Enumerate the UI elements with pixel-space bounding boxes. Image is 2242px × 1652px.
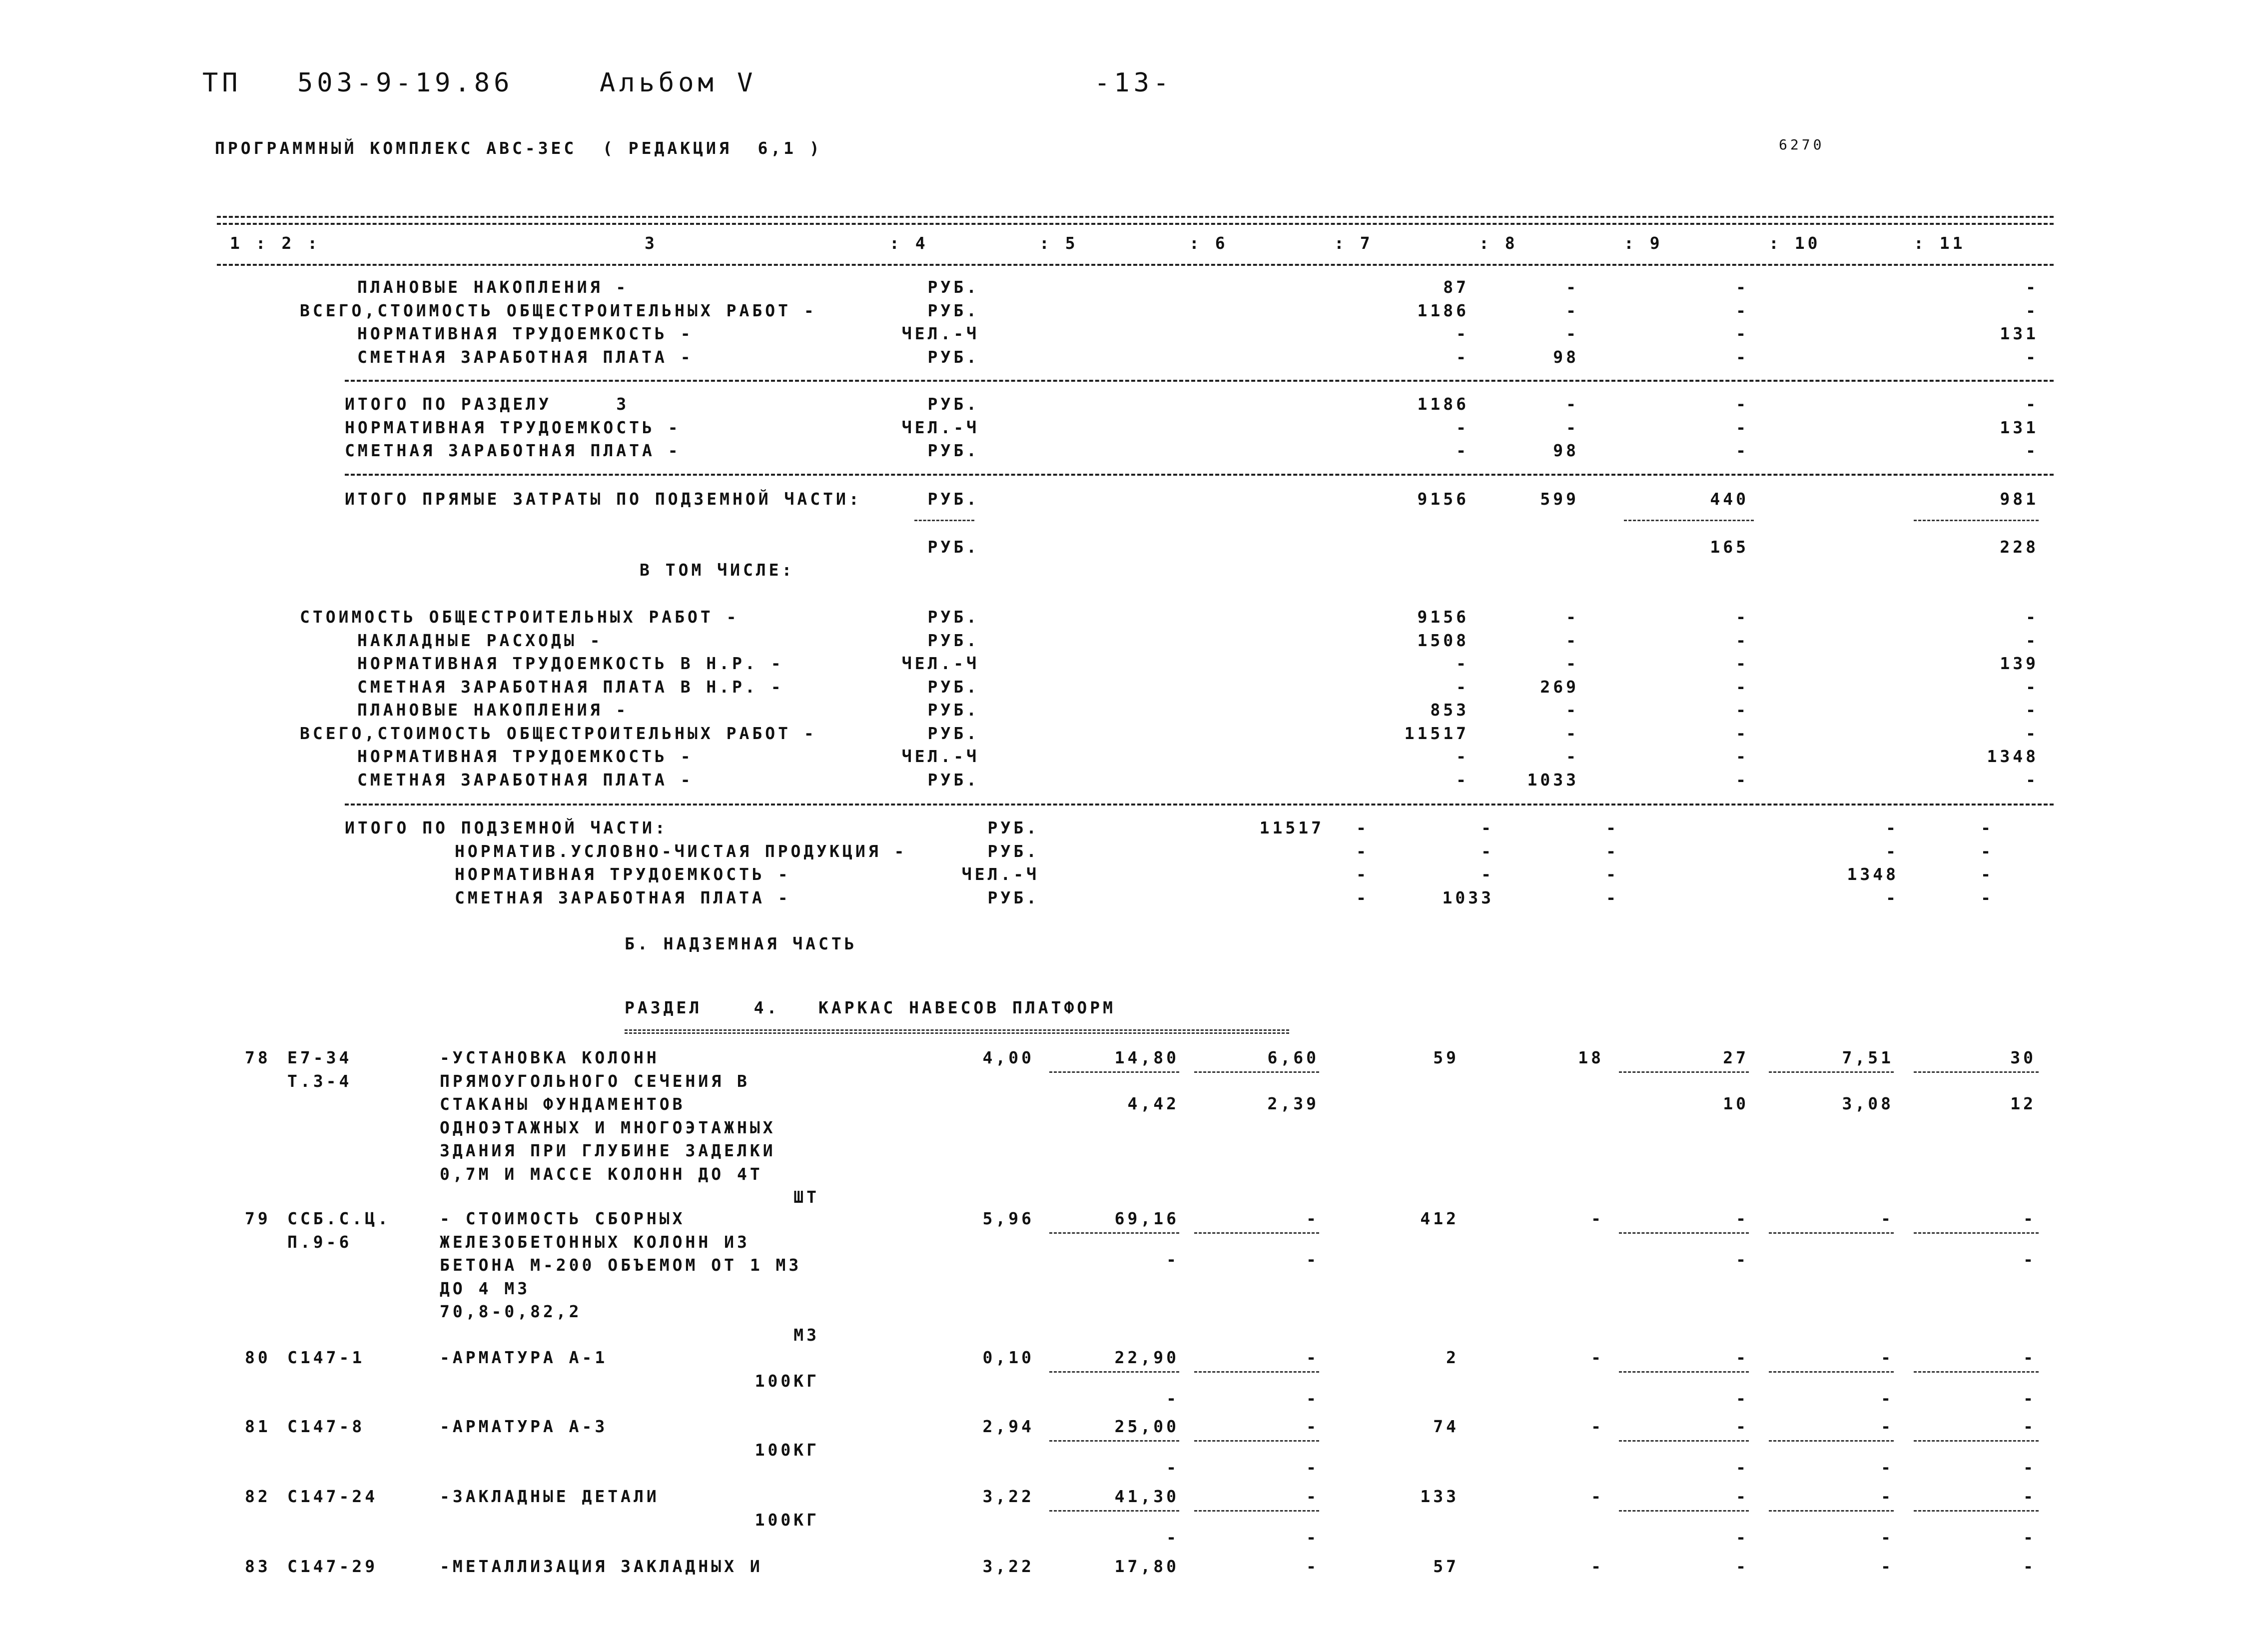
item-dash-c5 [1049, 1371, 1179, 1373]
item-col7: 59 [1433, 1048, 1459, 1067]
summary-col8: - [1566, 417, 1579, 437]
item-dash-c6 [1194, 1071, 1319, 1073]
item-col11: 30 [2010, 1048, 2036, 1067]
summary-col9: - [1736, 441, 1749, 460]
item-number: 81 [245, 1417, 271, 1436]
total-underground-label: ИТОГО ПО ПОДЗЕМНОЙ ЧАСТИ: [345, 818, 668, 837]
item-col5-b: 4,42 [1127, 1094, 1179, 1113]
summary-col7: - [1456, 347, 1469, 367]
summary-col7: - [1456, 654, 1469, 673]
item-description: СТАКАНЫ ФУНДАМЕНТОВ [440, 1094, 686, 1114]
total-underground-v4: - [1606, 864, 1619, 884]
summary-col7: 853 [1430, 700, 1469, 720]
item-col6: - [1306, 1487, 1319, 1506]
summary-label: НАКЛАДНЫЕ РАСХОДЫ - [357, 630, 603, 650]
item-code: С147-8 [287, 1417, 365, 1436]
item-code: ССБ.С.Ц. [287, 1209, 391, 1228]
item-col6: 6,60 [1267, 1048, 1319, 1067]
direct-costs-col9: 440 [1710, 489, 1749, 509]
razdel-heading: РАЗДЕЛ 4. КАРКАС НАВЕСОВ ПЛАТФОРМ [625, 998, 1116, 1017]
total-underground-v2: - [1356, 841, 1369, 861]
item-number: 79 [245, 1209, 271, 1228]
item-col5: 14,80 [1114, 1048, 1179, 1067]
summary-unit: ЧЕЛ.-Ч [901, 747, 979, 766]
item-col6: - [1306, 1348, 1319, 1367]
summary-label: СМЕТНАЯ ЗАРАБОТНАЯ ПЛАТА - [357, 770, 694, 790]
column-header-5: : 6 [1189, 233, 1228, 253]
item-col6: - [1306, 1417, 1319, 1436]
summary-col11: - [2026, 630, 2039, 650]
summary-col8: 98 [1553, 441, 1579, 460]
item-dash-c10 [1769, 1510, 1894, 1512]
item-unit: 100КГ [754, 1440, 819, 1460]
item-col9: - [1736, 1417, 1749, 1436]
item-col9-b: - [1736, 1389, 1749, 1408]
item-col9: 27 [1723, 1048, 1749, 1067]
column-header-10: : 11 [1914, 233, 1966, 253]
item-col6-b: - [1306, 1528, 1319, 1547]
item-dash-c6 [1194, 1510, 1319, 1512]
summary-col8: - [1566, 723, 1579, 743]
item-code: С147-24 [287, 1487, 378, 1506]
item-col11-b: - [2023, 1458, 2036, 1477]
item-col10-b: - [1881, 1458, 1894, 1477]
column-header-9: : 10 [1769, 233, 1821, 253]
column-header-4: : 5 [1039, 233, 1078, 253]
item-col11: - [2023, 1209, 2036, 1228]
top-rule-1 [217, 216, 2054, 218]
item-col4: 2,94 [982, 1417, 1034, 1436]
item-dash-c6 [1194, 1440, 1319, 1442]
item-col9-b: - [1736, 1458, 1749, 1477]
item-col11: - [2023, 1417, 2036, 1436]
summary-col9: - [1736, 770, 1749, 790]
summary-col7: 1508 [1417, 630, 1469, 650]
summary-col7: - [1456, 441, 1469, 460]
item-dash-c9 [1619, 1440, 1749, 1442]
item-code: Е7-34 [287, 1048, 352, 1067]
direct-costs-label: ИТОГО ПРЯМЫЕ ЗАТРАТЫ ПО ПОДЗЕМНОЙ ЧАСТИ: [345, 489, 862, 509]
item-code: Т.3-4 [287, 1071, 352, 1091]
item-col8: - [1591, 1348, 1604, 1367]
total-underground-unit: ЧЕЛ.-Ч [961, 864, 1039, 884]
item-col7: 133 [1420, 1487, 1459, 1506]
total-underground-v1: 11517 [1259, 818, 1324, 837]
summary-col7: 1186 [1417, 394, 1469, 414]
item-col10-b: 3,08 [1842, 1094, 1894, 1113]
item-col11-b: - [2023, 1389, 2036, 1408]
item-description: 0,7М И МАССЕ КОЛОНН ДО 4Т [440, 1164, 763, 1184]
item-number: 80 [245, 1348, 271, 1367]
summary-col7: - [1456, 417, 1469, 437]
item-description: ОДНОЭТАЖНЫХ И МНОГОЭТАЖНЫХ [440, 1117, 776, 1137]
summary-unit: РУБ. [927, 630, 979, 650]
item-col11-b: 12 [2010, 1094, 2036, 1113]
summary-col9: - [1736, 700, 1749, 720]
total-underground-v5: - [1886, 887, 1899, 907]
summary-col11: - [2026, 770, 2039, 790]
item-col6-b: - [1306, 1250, 1319, 1269]
item-col11: - [2023, 1487, 2036, 1506]
item-description: - СТОИМОСТЬ СБОРНЫХ [440, 1209, 686, 1228]
item-col5-b: - [1166, 1389, 1179, 1408]
summary-col9: - [1736, 607, 1749, 627]
section-rule [345, 804, 2054, 806]
summary-col11: 1348 [1987, 747, 2039, 766]
summary-col9: - [1736, 277, 1749, 297]
summary-col8: - [1566, 394, 1579, 414]
item-dash-c11 [1914, 1232, 2039, 1234]
summary-col7: - [1456, 677, 1469, 697]
item-dash-c9 [1619, 1232, 1749, 1234]
direct-costs-unit-2: РУБ. [927, 537, 979, 557]
item-col9-b: 10 [1723, 1094, 1749, 1113]
item-description: -АРМАТУРА А-3 [440, 1417, 608, 1436]
summary-col8: - [1566, 654, 1579, 673]
razdel-underline [625, 1029, 1289, 1031]
item-number: 78 [245, 1048, 271, 1067]
top-rule-2 [217, 223, 2054, 225]
summary-col11: 139 [2000, 654, 2039, 673]
item-col8: 18 [1578, 1048, 1604, 1067]
item-col10: 7,51 [1842, 1048, 1894, 1067]
item-col10: - [1881, 1557, 1894, 1576]
summary-col11: - [2026, 441, 2039, 460]
total-underground-unit: РУБ. [987, 887, 1039, 907]
col11-dash [1914, 520, 2039, 521]
direct-costs-col8: 599 [1540, 489, 1579, 509]
column-header-7: : 8 [1479, 233, 1518, 253]
summary-col9: - [1736, 417, 1749, 437]
item-col6: - [1306, 1557, 1319, 1576]
summary-unit: РУБ. [927, 441, 979, 460]
item-col5-b: - [1166, 1250, 1179, 1269]
summary-col7: - [1456, 770, 1469, 790]
column-header-2: 3 [645, 233, 658, 253]
item-col5-b: - [1166, 1458, 1179, 1477]
item-dash-c9 [1619, 1510, 1749, 1512]
item-code: С147-29 [287, 1557, 378, 1576]
item-col10: - [1881, 1487, 1894, 1506]
summary-unit: РУБ. [927, 770, 979, 790]
total-underground-v4: - [1606, 887, 1619, 907]
total-underground-v6: - [1981, 864, 1994, 884]
razdel-underline-2 [625, 1032, 1289, 1034]
total-underground-v2: - [1356, 887, 1369, 907]
item-dash-c5 [1049, 1232, 1179, 1234]
item-code: П.9-6 [287, 1232, 352, 1252]
item-col11: - [2023, 1557, 2036, 1576]
item-description: -УСТАНОВКА КОЛОНН [440, 1048, 660, 1067]
summary-col11: - [2026, 300, 2039, 320]
doc-id: 6270 [1779, 136, 1825, 153]
item-unit: ШТ [793, 1187, 819, 1207]
summary-col8: - [1566, 277, 1579, 297]
summary-col9: - [1736, 347, 1749, 367]
item-number: 82 [245, 1487, 271, 1506]
column-header-6: : 7 [1334, 233, 1373, 253]
item-dash-c6 [1194, 1232, 1319, 1234]
item-col11-b: - [2023, 1250, 2036, 1269]
summary-label: ВСЕГО,СТОИМОСТЬ ОБЩЕСТРОИТЕЛЬНЫХ РАБОТ - [300, 300, 817, 320]
item-description: БЕТОНА М-200 ОБЪЕМОМ ОТ 1 М3 [440, 1255, 802, 1275]
section-rule [345, 380, 2054, 382]
item-col5: 25,00 [1114, 1417, 1179, 1436]
summary-label: НОРМАТИВНАЯ ТРУДОЕМКОСТЬ - [357, 324, 694, 343]
item-col6: - [1306, 1209, 1319, 1228]
item-col6-b: - [1306, 1389, 1319, 1408]
summary-col9: - [1736, 394, 1749, 414]
item-col10: - [1881, 1209, 1894, 1228]
summary-label: ИТОГО ПО РАЗДЕЛУ 3 [345, 394, 630, 414]
header-rule [217, 264, 2054, 266]
item-col8: - [1591, 1209, 1604, 1228]
total-underground-v3: - [1481, 841, 1494, 861]
summary-col8: - [1566, 324, 1579, 343]
summary-col9: - [1736, 630, 1749, 650]
summary-col9: - [1736, 654, 1749, 673]
item-number: 83 [245, 1557, 271, 1576]
summary-col11: - [2026, 607, 2039, 627]
item-col10: - [1881, 1417, 1894, 1436]
unit-dash [914, 520, 974, 521]
item-col5-b: - [1166, 1528, 1179, 1547]
item-col9-b: - [1736, 1250, 1749, 1269]
total-underground-label: СМЕТНАЯ ЗАРАБОТНАЯ ПЛАТА - [455, 887, 791, 907]
item-description: ЖЕЛЕЗОБЕТОННЫХ КОЛОНН ИЗ [440, 1232, 750, 1252]
summary-col11: - [2026, 700, 2039, 720]
item-col9-b: - [1736, 1528, 1749, 1547]
item-description: ДО 4 М3 [440, 1278, 531, 1298]
item-unit: М3 [793, 1325, 819, 1345]
including-label: В ТОМ ЧИСЛЕ: [640, 560, 795, 580]
total-underground-v6: - [1981, 887, 1994, 907]
item-unit: 100КГ [754, 1510, 819, 1530]
item-col8: - [1591, 1417, 1604, 1436]
item-col8: - [1591, 1557, 1604, 1576]
summary-col8: 1033 [1527, 770, 1579, 790]
summary-col8: - [1566, 747, 1579, 766]
item-dash-c11 [1914, 1510, 2039, 1512]
summary-col8: 269 [1540, 677, 1579, 697]
summary-col11: - [2026, 347, 2039, 367]
summary-col9: - [1736, 723, 1749, 743]
item-description: 70,8-0,82,2 [440, 1302, 582, 1321]
item-col6-b: - [1306, 1458, 1319, 1477]
item-code: С147-1 [287, 1348, 365, 1367]
item-description: ПРЯМОУГОЛЬНОГО СЕЧЕНИЯ В [440, 1071, 750, 1091]
direct-costs-col11: 981 [2000, 489, 2039, 509]
item-col7: 74 [1433, 1417, 1459, 1436]
total-underground-label: НОРМАТИВ.УСЛОВНО-ЧИСТАЯ ПРОДУКЦИЯ - [455, 841, 907, 861]
album-label: Альбом V [600, 68, 757, 98]
section-heading: Б. НАДЗЕМНАЯ ЧАСТЬ [625, 934, 857, 953]
total-underground-unit: РУБ. [987, 818, 1039, 837]
total-underground-v2: - [1356, 818, 1369, 837]
summary-col7: 87 [1443, 277, 1469, 297]
page-number: -13- [1094, 68, 1173, 98]
summary-label: СМЕТНАЯ ЗАРАБОТНАЯ ПЛАТА В Н.Р. - [357, 677, 784, 697]
summary-col9: - [1736, 677, 1749, 697]
summary-col8: - [1566, 607, 1579, 627]
item-dash-c5 [1049, 1510, 1179, 1512]
summary-label: СМЕТНАЯ ЗАРАБОТНАЯ ПЛАТА - [357, 347, 694, 367]
item-col9: - [1736, 1348, 1749, 1367]
summary-unit: РУБ. [927, 723, 979, 743]
column-header-3: : 4 [889, 233, 928, 253]
summary-col11: - [2026, 677, 2039, 697]
item-col5: 69,16 [1114, 1209, 1179, 1228]
summary-unit: ЧЕЛ.-Ч [901, 417, 979, 437]
summary-label: ПЛАНОВЫЕ НАКОПЛЕНИЯ - [357, 277, 629, 297]
item-dash-c11 [1914, 1440, 2039, 1442]
item-dash-c11 [1914, 1371, 2039, 1373]
item-col9: - [1736, 1209, 1749, 1228]
item-unit: 100КГ [754, 1371, 819, 1391]
direct-costs-col7: 9156 [1417, 489, 1469, 509]
summary-col11: 131 [2000, 324, 2039, 343]
doc-number: 503-9-19.86 [297, 68, 514, 98]
total-underground-v3: 1033 [1442, 887, 1494, 907]
summary-unit: РУБ. [927, 300, 979, 320]
direct-costs-col9-b: 165 [1710, 537, 1749, 557]
total-underground-unit: РУБ. [987, 841, 1039, 861]
item-col11: - [2023, 1348, 2036, 1367]
summary-col11: - [2026, 723, 2039, 743]
doc-code: ТП [202, 68, 242, 98]
item-description: -АРМАТУРА А-1 [440, 1348, 608, 1367]
summary-unit: ЧЕЛ.-Ч [901, 324, 979, 343]
item-col5: 17,80 [1114, 1557, 1179, 1576]
direct-costs-col11-b: 228 [2000, 537, 2039, 557]
item-col4: 4,00 [982, 1048, 1034, 1067]
item-description: ЗДАНИЯ ПРИ ГЛУБИНЕ ЗАДЕЛКИ [440, 1141, 776, 1160]
program-title: ПРОГРАММНЫЙ КОМПЛЕКС АВС-3ЕС ( РЕДАКЦИЯ 6,1 ) [215, 138, 822, 158]
summary-col8: - [1566, 300, 1579, 320]
summary-col9: - [1736, 300, 1749, 320]
item-col7: 2 [1446, 1348, 1459, 1367]
summary-unit: РУБ. [927, 394, 979, 414]
summary-label: НОРМАТИВНАЯ ТРУДОЕМКОСТЬ - [345, 417, 681, 437]
item-dash-c5 [1049, 1440, 1179, 1442]
summary-label: НОРМАТИВНАЯ ТРУДОЕМКОСТЬ В Н.Р. - [357, 654, 784, 673]
item-col5: 41,30 [1114, 1487, 1179, 1506]
summary-col7: 9156 [1417, 607, 1469, 627]
summary-col11: - [2026, 277, 2039, 297]
summary-unit: РУБ. [927, 347, 979, 367]
total-underground-v5: 1348 [1847, 864, 1899, 884]
item-dash-c9 [1619, 1071, 1749, 1073]
item-dash-c9 [1619, 1371, 1749, 1373]
total-underground-v5: - [1886, 841, 1899, 861]
total-underground-v6: - [1981, 818, 1994, 837]
item-dash-c10 [1769, 1440, 1894, 1442]
item-col4: 0,10 [982, 1348, 1034, 1367]
summary-unit: ЧЕЛ.-Ч [901, 654, 979, 673]
item-col5: 22,90 [1114, 1348, 1179, 1367]
summary-col8: - [1566, 630, 1579, 650]
col9-dash [1624, 520, 1754, 521]
summary-label: СТОИМОСТЬ ОБЩЕСТРОИТЕЛЬНЫХ РАБОТ - [300, 607, 740, 627]
total-underground-v3: - [1481, 818, 1494, 837]
section-rule [345, 474, 2054, 476]
item-dash-c10 [1769, 1232, 1894, 1234]
summary-unit: РУБ. [927, 677, 979, 697]
item-col9: - [1736, 1557, 1749, 1576]
summary-unit: РУБ. [927, 607, 979, 627]
item-col10: - [1881, 1348, 1894, 1367]
summary-unit: РУБ. [927, 700, 979, 720]
total-underground-v4: - [1606, 818, 1619, 837]
item-col4: 5,96 [982, 1209, 1034, 1228]
item-dash-c6 [1194, 1371, 1319, 1373]
summary-col8: 98 [1553, 347, 1579, 367]
item-dash-c11 [1914, 1071, 2039, 1073]
summary-col11: 131 [2000, 417, 2039, 437]
item-col11-b: - [2023, 1528, 2036, 1547]
summary-col9: - [1736, 324, 1749, 343]
total-underground-v6: - [1981, 841, 1994, 861]
total-underground-label: НОРМАТИВНАЯ ТРУДОЕМКОСТЬ - [455, 864, 791, 884]
column-header-1: 1 : 2 : [230, 233, 321, 253]
summary-label: ПЛАНОВЫЕ НАКОПЛЕНИЯ - [357, 700, 629, 720]
total-underground-v4: - [1606, 841, 1619, 861]
item-col7: 57 [1433, 1557, 1459, 1576]
summary-col9: - [1736, 747, 1749, 766]
item-dash-c5 [1049, 1071, 1179, 1073]
total-underground-v3: - [1481, 864, 1494, 884]
item-description: -МЕТАЛЛИЗАЦИЯ ЗАКЛАДНЫХ И [440, 1557, 763, 1576]
summary-col7: 11517 [1404, 723, 1469, 743]
item-col7: 412 [1420, 1209, 1459, 1228]
item-col9: - [1736, 1487, 1749, 1506]
total-underground-v2: - [1356, 864, 1369, 884]
item-col4: 3,22 [982, 1487, 1034, 1506]
summary-label: НОРМАТИВНАЯ ТРУДОЕМКОСТЬ - [357, 747, 694, 766]
item-col4: 3,22 [982, 1557, 1034, 1576]
summary-label: ВСЕГО,СТОИМОСТЬ ОБЩЕСТРОИТЕЛЬНЫХ РАБОТ - [300, 723, 817, 743]
summary-col7: - [1456, 747, 1469, 766]
summary-label: СМЕТНАЯ ЗАРАБОТНАЯ ПЛАТА - [345, 441, 681, 460]
summary-col7: 1186 [1417, 300, 1469, 320]
item-dash-c10 [1769, 1371, 1894, 1373]
summary-unit: РУБ. [927, 277, 979, 297]
item-col6-b: 2,39 [1267, 1094, 1319, 1113]
total-underground-v5: - [1886, 818, 1899, 837]
summary-col8: - [1566, 700, 1579, 720]
item-col10-b: - [1881, 1528, 1894, 1547]
summary-col7: - [1456, 324, 1469, 343]
item-col8: - [1591, 1487, 1604, 1506]
item-description: -ЗАКЛАДНЫЕ ДЕТАЛИ [440, 1487, 660, 1506]
item-col10-b: - [1881, 1389, 1894, 1408]
item-dash-c10 [1769, 1071, 1894, 1073]
direct-costs-unit: РУБ. [927, 489, 979, 509]
column-header-8: : 9 [1624, 233, 1663, 253]
summary-col11: - [2026, 394, 2039, 414]
